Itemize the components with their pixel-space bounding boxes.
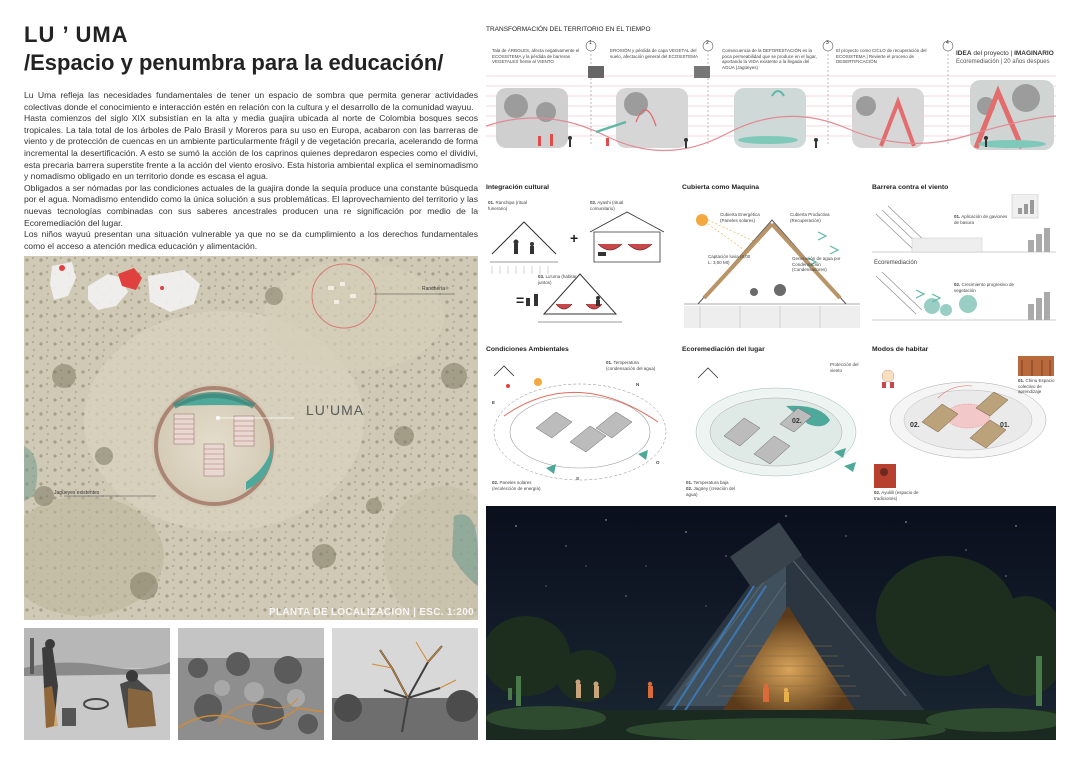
integracion-note-3: 03. Lu'uma (habitar juntos) — [538, 274, 577, 285]
map-label-rancheria: Ranchería — [422, 286, 446, 292]
photo-2-illustration — [178, 628, 324, 740]
integracion-illustration — [486, 194, 666, 340]
timeline-title: TRANSFORMACIÓN DEL TERRITORIO EN EL TIEMPO — [486, 26, 651, 33]
panel-cubierta-title: Cubierta como Maquina — [682, 184, 760, 191]
timeline-step-1-text: Tala de ÁRBOLES, afecta negativamente el ECOSISTEMA y la pérdida de barreras VEGETALES frente al VIENTO — [492, 48, 580, 64]
panel-integracion — [486, 194, 666, 340]
timeline-step-1-num: 1 — [589, 40, 592, 46]
integracion-note-2: 02. Ayashi (ritual comunitario) — [590, 200, 624, 211]
photo-water-collection — [24, 628, 170, 740]
integracion-plus: + — [570, 230, 579, 246]
page-subtitle: /Espacio y penumbra para la educación/ — [24, 50, 444, 75]
intro-paragraph-4: Los niños wayuú presentan una situación vulnerable ya que no se da cumplimiento a los derechos fundamentales como el acceso a atención medica educación y alimentación. — [24, 229, 478, 251]
night-render — [486, 506, 1056, 740]
intro-paragraph-1: Lu Uma refleja las necesidades fundamentales de tener un espacio de sombra que permita generar actividades colectivas donde el conocimiento e interacción estén en relación con la cultura y el desarrollo de la comunidad wayuu. — [24, 90, 478, 112]
photo-dry-tree — [332, 628, 478, 740]
dir-s: S — [576, 476, 580, 481]
timeline-step-2-num: 2 — [706, 40, 709, 46]
intro-text — [24, 90, 478, 252]
dir-e: E — [492, 400, 496, 405]
integracion-equals: = — [516, 292, 525, 308]
panel-condiciones — [486, 356, 670, 496]
timeline-step-3-text: Consecuencia de la DEFORESTACIÓN es la poca permeabilidad que se produce en el lugar, aportando la VIDA existente a la llegada del AGUA (Jagüeyes) — [722, 48, 817, 70]
ecoremediacion-note-2: 01. Temperatura baja — [686, 480, 729, 485]
panel-condiciones-title: Condiciones Ambientales — [486, 346, 569, 353]
timeline-step-2-text: EROSIÓN y pérdida de capa VEGETAL del suelo, afectación general del ECOSISTEMA — [610, 48, 699, 59]
modos-note-1: 01. Chinu Espacio colectivo de aprendizaje — [1018, 378, 1055, 394]
panel-barrera-title: Barrera contra el viento — [872, 184, 949, 191]
intro-paragraph-3: Obligados a ser nómadas por las condiciones actuales de la guajira donde la sequía produce una constante búsqueda por el agua. Nomadismo entendido como la única solución a sus problemáticas. El laprovechamiento del territorio y las nuevas tecnologías combinadas con sus saberes ancestrales producen una re significación por medio de la Ecoremediación del lugar. — [24, 182, 478, 228]
barrera-note-2: 02. Crecimiento progresivo de vegetación — [954, 282, 1015, 293]
condiciones-note-2: 02. Paneles solares (recolección de energía) — [492, 480, 541, 491]
page-title: LU ’ UMA — [24, 22, 129, 47]
photo-3-illustration — [332, 628, 478, 740]
modos-marker-01: 01. — [1000, 422, 1010, 429]
ecoremediacion-marker-02: 02. — [792, 418, 802, 425]
timeline-idea-line2: Ecoremediación | 20 años despues — [956, 59, 1050, 65]
dir-o: O — [656, 460, 660, 465]
condiciones-illustration — [486, 356, 670, 496]
ecoremediacion-illustration — [680, 356, 864, 496]
panel-modos — [872, 356, 1056, 502]
cubierta-note-3: Captación luvia (8,00 L: 3,00 Mt) — [708, 254, 751, 265]
modos-note-2: 02. Ayuliili (espacio de tradiciones) — [874, 490, 919, 501]
night-render-illustration — [486, 506, 1056, 740]
map-label-jagueyes: Jagüeyes existentes — [54, 490, 100, 496]
photo-dry-land — [178, 628, 324, 740]
panel-ecoremediacion-title: Ecoremediación del lugar — [682, 346, 765, 353]
panel-ecoremediacion — [680, 356, 864, 496]
idea-imaginario: IMAGINARIO — [1014, 50, 1054, 57]
panel-cubierta — [680, 194, 864, 340]
location-map — [24, 256, 478, 620]
barrera-sub-title: Ecoremediación — [874, 260, 918, 266]
map-illustration — [24, 256, 478, 620]
modos-marker-02: 02. — [910, 422, 920, 429]
map-caption: PLANTA DE LOCALIZACION | ESC. 1:200 — [269, 607, 474, 618]
photo-1-illustration — [24, 628, 170, 740]
timeline-step-3-num: 3 — [826, 40, 829, 46]
timeline-step-4-num: 4 — [946, 40, 949, 46]
intro-paragraph-2: Hasta comienzos del siglo XIX subsistían en la alta y media guajira ubicada al norte de Colombia bosques secos tropicales. La tala total de los árboles de Palo Brasil y Moreros para su uso en Europa, acabaron con las barreras de viento y de protección de cuencas en un ambiente particularmente frágil y de vegetación precaria, acelerando de forma incremental la desertificación. A esto se sumó la acción de los caprinos quienes depredaron especies como el dividivi, esta precaria barrera superstite frente a la acción del viento erosivo. Esta historia ambiental explica el seminomadismo y nomadismo obligado en un territorio donde es escasa el agua. — [24, 113, 478, 182]
panel-integracion-title: Integración cultural — [486, 184, 550, 191]
ecoremediacion-note-1: Protección del viento — [830, 362, 859, 373]
idea-word: IDEA — [956, 50, 972, 57]
cubierta-note-2: Cubierta Productiva (Recuperación) — [790, 212, 830, 223]
cubierta-note-1: Cubierta Energética (Paneles solares) — [720, 212, 760, 223]
barrera-note-1: 01. Aplicación de gaviones de basura — [954, 214, 1008, 225]
panel-barrera — [872, 194, 1056, 340]
condiciones-note-1: 01. Temperatura (condensación del agua) — [606, 360, 656, 371]
integracion-note-1: 01. Ranchipa (ritual funerario) — [488, 200, 528, 211]
timeline-step-4-text: El proyecto como CICLO de recuperación del ECOSISTEMA | Revierte el proceso de DESERTIFICACIÓN — [836, 48, 927, 64]
idea-sub: del proyecto | — [973, 50, 1013, 57]
ecoremediacion-note-3: 02. Jagüey (creación del agua) — [686, 486, 736, 497]
timeline-strip — [486, 36, 1056, 156]
map-label-luuma: LU’UMA — [306, 402, 365, 418]
cubierta-note-4: Generación de agua por Condensación (Condensadores) — [792, 256, 841, 272]
panel-modos-title: Modos de habitar — [872, 346, 929, 353]
timeline-idea — [956, 50, 1054, 57]
dir-n: N — [636, 382, 640, 387]
